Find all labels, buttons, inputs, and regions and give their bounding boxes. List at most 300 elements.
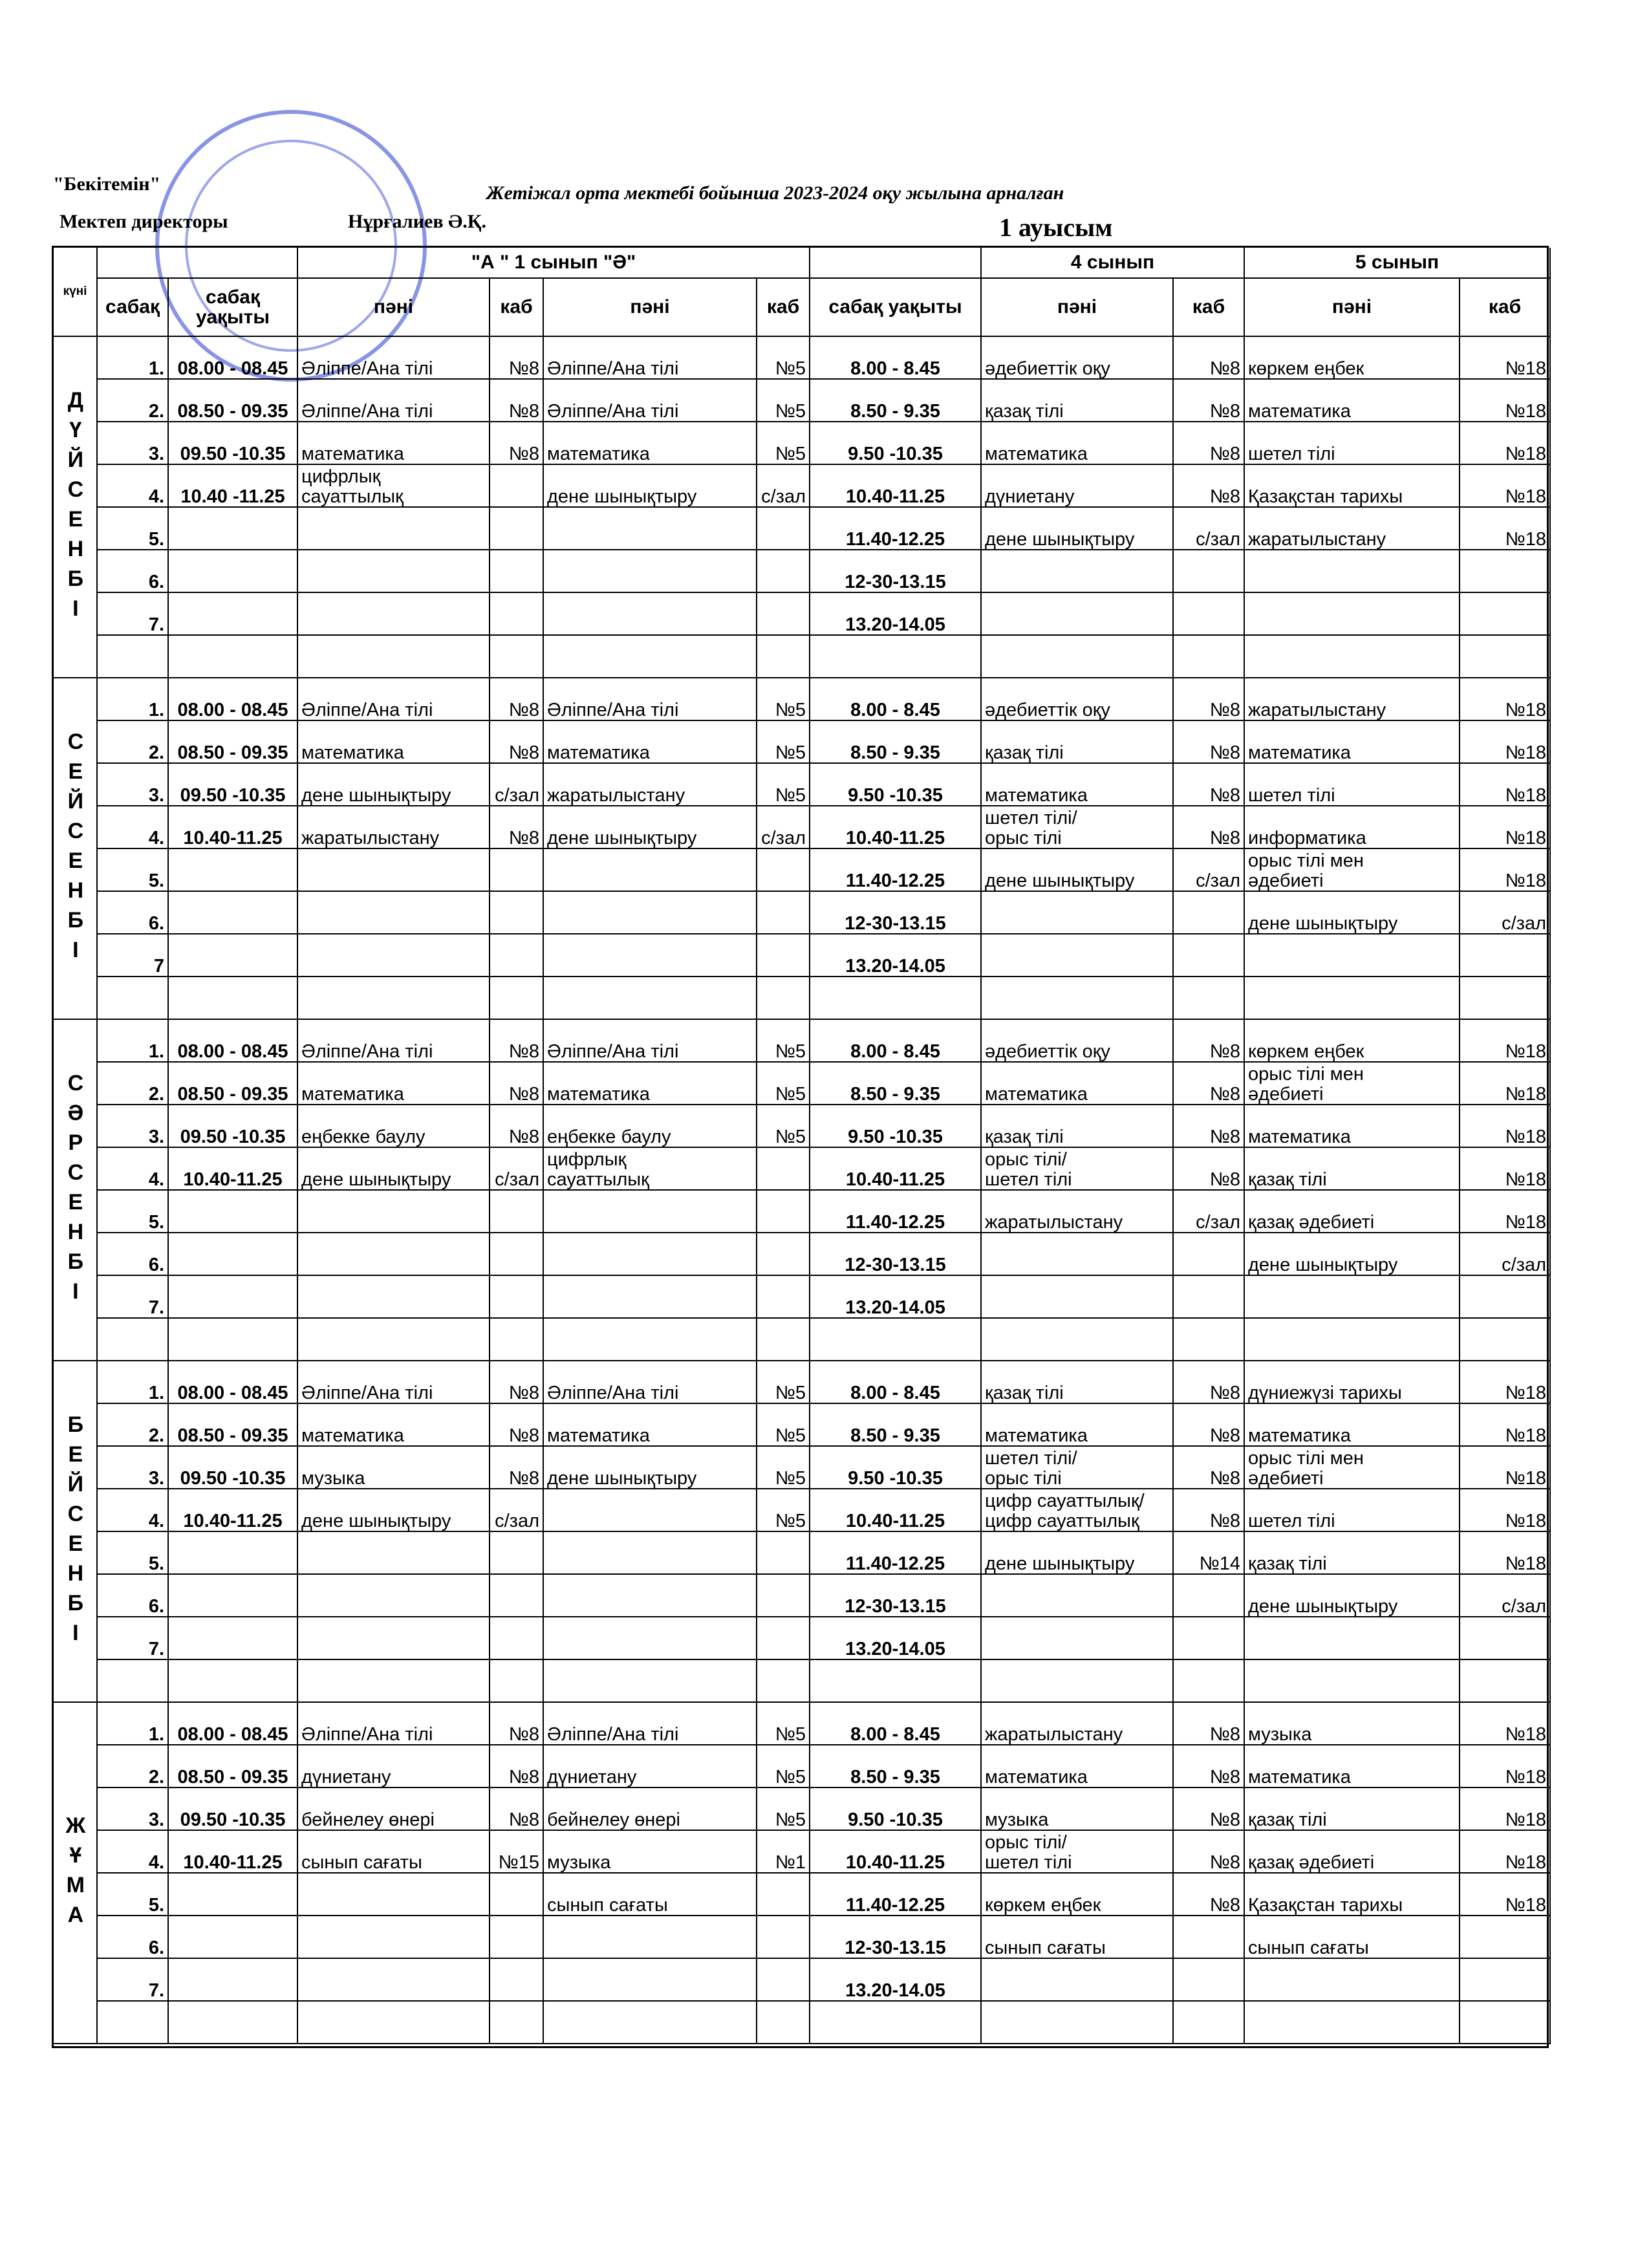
subject-class-1ae [544, 849, 757, 892]
cabinet-class-5: №18 [1460, 1063, 1551, 1105]
lesson-number: 1. [98, 678, 169, 721]
cabinet-class-4 [1174, 2002, 1245, 2044]
cabinet-class-1ae: №5 [757, 721, 810, 764]
subject-class-5: шетел тілі [1245, 422, 1460, 465]
cabinet-class-1ae [757, 1276, 810, 1319]
cabinet-class-1a [490, 508, 544, 550]
subject-class-5: информатика [1245, 806, 1460, 849]
subject-class-1a: Әліппе/Ана тілі [298, 1361, 490, 1404]
cabinet-class-1ae [757, 593, 810, 636]
lesson-time-2: 10.40-11.25 [810, 465, 982, 508]
lesson-number: 2. [98, 721, 169, 764]
cabinet-class-1a [490, 892, 544, 934]
subject-class-1a: Әліппе/Ана тілі [298, 337, 490, 380]
lesson-time-1 [169, 1916, 298, 1959]
cabinet-class-1a [490, 1660, 544, 1703]
cabinet-class-5: №18 [1460, 1404, 1551, 1447]
subject-class-1ae [544, 636, 757, 678]
subject-class-1ae [544, 1660, 757, 1703]
subject-class-1a: математика [298, 721, 490, 764]
lesson-time-1: 08.00 - 08.45 [169, 1361, 298, 1404]
subject-class-4: дене шынықтыру [982, 508, 1174, 550]
lesson-time-1 [169, 1660, 298, 1703]
cabinet-class-1a [490, 1874, 544, 1916]
subject-class-1a [298, 892, 490, 934]
cabinet-class-1ae: №5 [757, 422, 810, 465]
subject-class-4: математика [982, 1745, 1174, 1788]
lesson-time-1: 08.50 - 09.35 [169, 1745, 298, 1788]
cabinet-class-1ae: №1 [757, 1831, 810, 1874]
cabinet-class-1a [490, 1233, 544, 1276]
subject-class-5: қазақ әдебиеті [1245, 1831, 1460, 1874]
lesson-time-1: 08.00 - 08.45 [169, 337, 298, 380]
cabinet-class-1ae [757, 1191, 810, 1233]
subject-class-4: қазақ тілі [982, 380, 1174, 422]
subject-class-1a: еңбекке баулу [298, 1105, 490, 1148]
subject-class-1ae: математика [544, 1063, 757, 1105]
subject-class-1a [298, 1617, 490, 1660]
lesson-number: 5. [98, 1191, 169, 1233]
cabinet-class-4: с/зал [1174, 508, 1245, 550]
lesson-number: 6. [98, 1575, 169, 1617]
subject-class-4: орыс тілі/ шетел тілі [982, 1148, 1174, 1191]
subject-class-1a [298, 636, 490, 678]
cabinet-class-1ae [757, 550, 810, 593]
cabinet-class-5 [1460, 636, 1551, 678]
lesson-time-2: 12-30-13.15 [810, 1575, 982, 1617]
subject-class-5 [1245, 1959, 1460, 2002]
cabinet-class-4: №8 [1174, 721, 1245, 764]
lesson-time-1 [169, 636, 298, 678]
lesson-number: 5. [98, 508, 169, 550]
lesson-time-2 [810, 1319, 982, 1361]
subject-class-1a [298, 593, 490, 636]
cabinet-class-1a [490, 1617, 544, 1660]
cabinet-class-1a [490, 977, 544, 1020]
cabinet-class-4 [1174, 1233, 1245, 1276]
header-class-4: 4 сынып [982, 248, 1245, 279]
header-subject-5: пәні [1245, 279, 1460, 337]
cabinet-class-1a [490, 1276, 544, 1319]
subject-class-5: жаратылыстану [1245, 678, 1460, 721]
cabinet-class-4: №8 [1174, 1148, 1245, 1191]
subject-class-1a: Әліппе/Ана тілі [298, 380, 490, 422]
subject-class-1a: дене шынықтыру [298, 1489, 490, 1532]
header-cabinet-ae: каб [757, 279, 810, 337]
cabinet-class-5 [1460, 1660, 1551, 1703]
lesson-time-2: 13.20-14.05 [810, 934, 982, 977]
cabinet-class-1a: №8 [490, 1063, 544, 1105]
subject-class-5 [1245, 1617, 1460, 1660]
subject-class-1ae: математика [544, 721, 757, 764]
lesson-number: 7 [98, 934, 169, 977]
lesson-time-2: 8.50 - 9.35 [810, 721, 982, 764]
cabinet-class-4: №8 [1174, 1745, 1245, 1788]
lesson-number: 3. [98, 1788, 169, 1831]
lesson-number: 3. [98, 764, 169, 806]
subject-class-5: сынып сағаты [1245, 1916, 1460, 1959]
lesson-time-1: 08.50 - 09.35 [169, 721, 298, 764]
lesson-time-1 [169, 550, 298, 593]
lesson-time-2: 13.20-14.05 [810, 1959, 982, 2002]
lesson-time-2: 11.40-12.25 [810, 1191, 982, 1233]
lesson-time-1 [169, 977, 298, 1020]
header-class-1: "А " 1 сынып "Ә" [298, 248, 810, 279]
lesson-time-2: 13.20-14.05 [810, 1276, 982, 1319]
subject-class-4: математика [982, 1063, 1174, 1105]
subject-class-4 [982, 934, 1174, 977]
lesson-time-1: 10.40-11.25 [169, 1489, 298, 1532]
subject-class-5: Қазақстан тарихы [1245, 465, 1460, 508]
cabinet-class-5: №18 [1460, 422, 1551, 465]
cabinet-class-5 [1460, 1319, 1551, 1361]
subject-class-1a: Әліппе/Ана тілі [298, 1020, 490, 1063]
header-cabinet-4: каб [1174, 279, 1245, 337]
header-day: күні [54, 248, 98, 337]
subject-class-5: қазақ тілі [1245, 1532, 1460, 1575]
subject-class-5: математика [1245, 1404, 1460, 1447]
cabinet-class-1ae [757, 892, 810, 934]
lesson-time-2: 8.00 - 8.45 [810, 678, 982, 721]
lesson-number [98, 1660, 169, 1703]
subject-class-1a [298, 934, 490, 977]
lesson-number [98, 1319, 169, 1361]
lesson-time-1 [169, 508, 298, 550]
lesson-time-2: 10.40-11.25 [810, 1831, 982, 1874]
cabinet-class-5: №18 [1460, 764, 1551, 806]
subject-class-1ae [544, 1532, 757, 1575]
lesson-time-1: 10.40 -11.25 [169, 465, 298, 508]
cabinet-class-5: с/зал [1460, 1575, 1551, 1617]
day-label: СӘРСЕНБІ [54, 1020, 98, 1361]
lesson-time-2: 12-30-13.15 [810, 1233, 982, 1276]
subject-class-4: шетел тілі/ орыс тілі [982, 1447, 1174, 1489]
subject-class-1a [298, 1276, 490, 1319]
header-cabinet-5: каб [1460, 279, 1551, 337]
subject-class-5: дүниежүзі тарихы [1245, 1361, 1460, 1404]
subject-class-1a: музыка [298, 1447, 490, 1489]
subject-class-5 [1245, 2002, 1460, 2044]
subject-class-1ae: математика [544, 422, 757, 465]
subject-class-4: жаратылыстану [982, 1703, 1174, 1745]
header-subject-a: пәні [298, 279, 490, 337]
subject-class-5 [1245, 636, 1460, 678]
header-subject-4: пәні [982, 279, 1174, 337]
cabinet-class-5: №18 [1460, 1020, 1551, 1063]
lesson-time-2: 10.40-11.25 [810, 806, 982, 849]
lesson-number: 3. [98, 1447, 169, 1489]
cabinet-class-4: №8 [1174, 1105, 1245, 1148]
lesson-number [98, 2002, 169, 2044]
lesson-time-2 [810, 1660, 982, 1703]
lesson-number: 2. [98, 1745, 169, 1788]
lesson-time-2: 13.20-14.05 [810, 593, 982, 636]
subject-class-4 [982, 2002, 1174, 2044]
header-empty-mid [810, 248, 982, 279]
lesson-number: 6. [98, 1916, 169, 1959]
lesson-number: 4. [98, 465, 169, 508]
lesson-number: 5. [98, 1874, 169, 1916]
subject-class-1ae: музыка [544, 1831, 757, 1874]
cabinet-class-1ae [757, 1532, 810, 1575]
subject-class-1ae [544, 977, 757, 1020]
subject-class-4 [982, 1319, 1174, 1361]
lesson-number: 1. [98, 1703, 169, 1745]
lesson-time-2: 12-30-13.15 [810, 1916, 982, 1959]
subject-class-1ae [544, 550, 757, 593]
subject-class-1a: цифрлық сауаттылық [298, 465, 490, 508]
cabinet-class-1ae: №5 [757, 1361, 810, 1404]
cabinet-class-1a: №8 [490, 1788, 544, 1831]
cabinet-class-1ae: №5 [757, 1105, 810, 1148]
cabinet-class-5 [1460, 1916, 1551, 1959]
cabinet-class-4: №14 [1174, 1532, 1245, 1575]
cabinet-class-5 [1460, 550, 1551, 593]
subject-class-1ae [544, 593, 757, 636]
cabinet-class-4: №8 [1174, 806, 1245, 849]
cabinet-class-1ae [757, 1148, 810, 1191]
subject-class-1a: жаратылыстану [298, 806, 490, 849]
subject-class-5 [1245, 934, 1460, 977]
cabinet-class-5: №18 [1460, 678, 1551, 721]
lesson-time-1 [169, 1617, 298, 1660]
lesson-time-1: 08.50 - 09.35 [169, 1404, 298, 1447]
subject-class-5 [1245, 1319, 1460, 1361]
lesson-time-2: 11.40-12.25 [810, 1532, 982, 1575]
subject-class-5: шетел тілі [1245, 1489, 1460, 1532]
lesson-time-1: 10.40-11.25 [169, 806, 298, 849]
lesson-number: 6. [98, 1233, 169, 1276]
cabinet-class-5: №18 [1460, 1703, 1551, 1745]
cabinet-class-1ae: с/зал [757, 806, 810, 849]
lesson-time-1: 10.40-11.25 [169, 1831, 298, 1874]
subject-class-1ae [544, 2002, 757, 2044]
subject-class-4 [982, 593, 1174, 636]
subject-class-1a [298, 1959, 490, 2002]
lesson-time-1: 08.00 - 08.45 [169, 678, 298, 721]
cabinet-class-5: №18 [1460, 1489, 1551, 1532]
subject-class-1a [298, 1916, 490, 1959]
cabinet-class-5: №18 [1460, 380, 1551, 422]
lesson-time-2: 12-30-13.15 [810, 892, 982, 934]
cabinet-class-4 [1174, 550, 1245, 593]
subject-class-5: дене шынықтыру [1245, 1575, 1460, 1617]
lesson-time-2 [810, 636, 982, 678]
subject-class-1a [298, 1233, 490, 1276]
subject-class-1a [298, 849, 490, 892]
subject-class-5: қазақ тілі [1245, 1148, 1460, 1191]
lesson-number: 3. [98, 422, 169, 465]
subject-class-4: шетел тілі/ орыс тілі [982, 806, 1174, 849]
cabinet-class-1ae [757, 1916, 810, 1959]
approval-label: "Бекітемін" [53, 173, 161, 195]
lesson-time-1: 09.50 -10.35 [169, 1447, 298, 1489]
cabinet-class-4: №8 [1174, 678, 1245, 721]
lesson-time-2: 11.40-12.25 [810, 508, 982, 550]
subject-class-1ae: дене шынықтыру [544, 1447, 757, 1489]
cabinet-class-1ae [757, 1874, 810, 1916]
subject-class-5 [1245, 593, 1460, 636]
lesson-time-2: 10.40-11.25 [810, 1489, 982, 1532]
cabinet-class-1ae [757, 849, 810, 892]
subject-class-4: сынып сағаты [982, 1916, 1174, 1959]
cabinet-class-1a [490, 1575, 544, 1617]
subject-class-1ae [544, 1575, 757, 1617]
lesson-time-2: 13.20-14.05 [810, 1617, 982, 1660]
subject-class-5: шетел тілі [1245, 764, 1460, 806]
subject-class-4: музыка [982, 1788, 1174, 1831]
cabinet-class-1ae [757, 508, 810, 550]
subject-class-5: математика [1245, 721, 1460, 764]
subject-class-1ae: дүниетану [544, 1745, 757, 1788]
subject-class-4: цифр сауаттылық/ цифр сауаттылық [982, 1489, 1174, 1532]
cabinet-class-4: №8 [1174, 337, 1245, 380]
lesson-number: 4. [98, 1148, 169, 1191]
cabinet-class-1ae: №5 [757, 1703, 810, 1745]
subject-class-1a: дене шынықтыру [298, 1148, 490, 1191]
director-name: Нұрғалиев Ә.Қ. [348, 211, 486, 232]
cabinet-class-1a: №8 [490, 1105, 544, 1148]
cabinet-class-1a: №8 [490, 806, 544, 849]
subject-class-1a [298, 1575, 490, 1617]
cabinet-class-1a: №8 [490, 380, 544, 422]
cabinet-class-1a [490, 636, 544, 678]
lesson-time-1 [169, 2002, 298, 2044]
subject-class-4: көркем еңбек [982, 1874, 1174, 1916]
subject-class-1ae [544, 892, 757, 934]
cabinet-class-1a: №8 [490, 1745, 544, 1788]
lesson-time-1 [169, 1575, 298, 1617]
header-empty-left [98, 248, 298, 279]
cabinet-class-1a [490, 1916, 544, 1959]
subject-class-4: математика [982, 1404, 1174, 1447]
cabinet-class-5: №18 [1460, 508, 1551, 550]
subject-class-5: қазақ әдебиеті [1245, 1191, 1460, 1233]
subject-class-1ae: математика [544, 1404, 757, 1447]
lesson-time-1: 09.50 -10.35 [169, 1788, 298, 1831]
lesson-time-2: 8.50 - 9.35 [810, 1745, 982, 1788]
subject-class-1ae: дене шынықтыру [544, 465, 757, 508]
subject-class-1a: математика [298, 1404, 490, 1447]
cabinet-class-1ae: №5 [757, 1020, 810, 1063]
cabinet-class-4 [1174, 934, 1245, 977]
cabinet-class-5 [1460, 934, 1551, 977]
cabinet-class-4: с/зал [1174, 849, 1245, 892]
subject-class-4: әдебиеттік оқу [982, 1020, 1174, 1063]
lesson-time-2: 12-30-13.15 [810, 550, 982, 593]
cabinet-class-5: №18 [1460, 1447, 1551, 1489]
cabinet-class-1ae [757, 1617, 810, 1660]
cabinet-class-1a [490, 1959, 544, 2002]
cabinet-class-1ae [757, 1959, 810, 2002]
subject-class-1a [298, 1874, 490, 1916]
subject-class-1a: бейнелеу өнері [298, 1788, 490, 1831]
lesson-time-2: 9.50 -10.35 [810, 1788, 982, 1831]
subject-class-1ae: цифрлық сауаттылық [544, 1148, 757, 1191]
seal-text [160, 107, 422, 144]
cabinet-class-5: с/зал [1460, 1233, 1551, 1276]
subject-class-4 [982, 892, 1174, 934]
cabinet-class-1a [490, 593, 544, 636]
subject-class-1a [298, 977, 490, 1020]
cabinet-class-1a [490, 1532, 544, 1575]
lesson-time-2 [810, 977, 982, 1020]
subject-class-4 [982, 1276, 1174, 1319]
subject-class-1ae [544, 1617, 757, 1660]
subject-class-4: әдебиеттік оқу [982, 678, 1174, 721]
lesson-time-1 [169, 1233, 298, 1276]
cabinet-class-5: №18 [1460, 849, 1551, 892]
day-label: СЕЙСЕНБІ [54, 678, 98, 1020]
subject-class-1ae: Әліппе/Ана тілі [544, 380, 757, 422]
lesson-number: 1. [98, 337, 169, 380]
lesson-time-1 [169, 1959, 298, 2002]
lesson-time-1: 09.50 -10.35 [169, 1105, 298, 1148]
subject-class-5: дене шынықтыру [1245, 1233, 1460, 1276]
subject-class-4: математика [982, 422, 1174, 465]
subject-class-1a: Әліппе/Ана тілі [298, 1703, 490, 1745]
lesson-number: 4. [98, 1831, 169, 1874]
subject-class-4: әдебиеттік оқу [982, 337, 1174, 380]
schedule-table [52, 246, 1549, 2048]
subject-class-4: орыс тілі/ шетел тілі [982, 1831, 1174, 1874]
cabinet-class-5: №18 [1460, 1361, 1551, 1404]
cabinet-class-1ae [757, 1319, 810, 1361]
cabinet-class-4: №8 [1174, 764, 1245, 806]
subject-class-1ae: еңбекке баулу [544, 1105, 757, 1148]
cabinet-class-5: №18 [1460, 721, 1551, 764]
subject-class-5: орыс тілі мен әдебиеті [1245, 1447, 1460, 1489]
subject-class-5: жаратылыстану [1245, 508, 1460, 550]
subject-class-5: математика [1245, 1105, 1460, 1148]
subject-class-1a [298, 2002, 490, 2044]
lesson-time-2: 9.50 -10.35 [810, 1447, 982, 1489]
lesson-time-1 [169, 849, 298, 892]
lesson-time-2: 8.50 - 9.35 [810, 1063, 982, 1105]
cabinet-class-1ae: №5 [757, 678, 810, 721]
subject-class-4: дене шынықтыру [982, 849, 1174, 892]
lesson-time-2: 11.40-12.25 [810, 1874, 982, 1916]
cabinet-class-4 [1174, 1575, 1245, 1617]
lesson-time-1 [169, 892, 298, 934]
cabinet-class-5 [1460, 1959, 1551, 2002]
lesson-number: 2. [98, 1063, 169, 1105]
subject-class-1a [298, 508, 490, 550]
cabinet-class-5: №18 [1460, 1788, 1551, 1831]
lesson-time-1 [169, 1532, 298, 1575]
subject-class-1a: Әліппе/Ана тілі [298, 678, 490, 721]
lesson-number: 4. [98, 806, 169, 849]
subject-class-4: математика [982, 764, 1174, 806]
cabinet-class-5: №18 [1460, 1148, 1551, 1191]
subject-class-5: орыс тілі мен әдебиеті [1245, 1063, 1460, 1105]
lesson-time-2: 10.40-11.25 [810, 1148, 982, 1191]
subject-class-1ae [544, 1319, 757, 1361]
subject-class-1ae: Әліппе/Ана тілі [544, 337, 757, 380]
subject-class-1ae: Әліппе/Ана тілі [544, 1361, 757, 1404]
cabinet-class-5 [1460, 2002, 1551, 2044]
subject-class-5: Қазақстан тарихы [1245, 1874, 1460, 1916]
subject-class-5: көркем еңбек [1245, 1020, 1460, 1063]
subject-class-1ae [544, 1959, 757, 2002]
subject-class-1ae: дене шынықтыру [544, 806, 757, 849]
cabinet-class-1a [490, 465, 544, 508]
lesson-time-2: 9.50 -10.35 [810, 422, 982, 465]
subject-class-4 [982, 1660, 1174, 1703]
cabinet-class-1ae: №5 [757, 1063, 810, 1105]
cabinet-class-5 [1460, 1276, 1551, 1319]
lesson-number: 6. [98, 892, 169, 934]
